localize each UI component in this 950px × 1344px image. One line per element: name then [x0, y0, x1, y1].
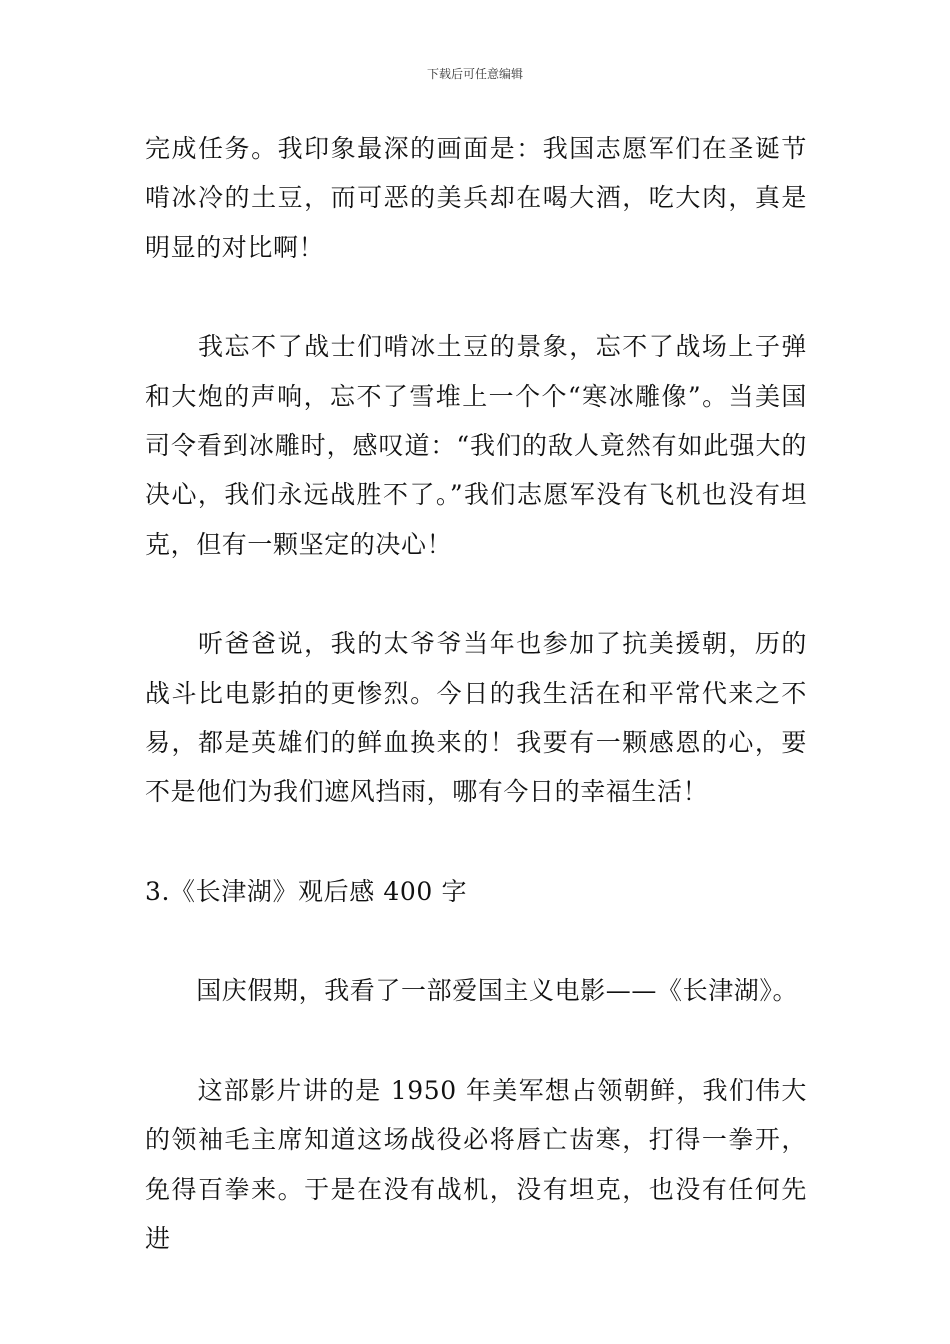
paragraph-spacer	[145, 916, 807, 966]
document-body	[145, 124, 807, 1263]
paragraph-2: 我忘不了战士们啃冰土豆的景象，忘不了战场上子弹和大炮的声响，忘不了雪堆上一个个“寒冰雕像”。当美国司令看到冰雕时，感叹道：“我们的敌人竟然有如此强大的决心，我们永远战胜不了。”我们志愿军没有飞机也没有坦克，但有一颗坚定的决心！	[145, 332, 807, 559]
paragraph-spacer	[145, 272, 807, 322]
paragraph-4: 国庆假期，我看了一部爱国主义电影——《长津湖》。	[145, 976, 799, 1006]
paragraph-3: 听爸爸说，我的太爷爷当年也参加了抗美援朝，历的战斗比电影拍的更惨烈。今日的我生活在和平常代来之不易，都是英雄们的鲜血换来的！我要有一颗感恩的心，要不是他们为我们遮风挡雨，哪有今日的幸福生活！	[145, 629, 807, 807]
page-header: 下载后可任意编辑	[426, 67, 523, 81]
paragraph-spacer	[145, 1016, 807, 1066]
paragraph-spacer	[145, 817, 807, 867]
paragraph-spacer	[145, 569, 807, 619]
paragraph-5: 这部影片讲的是 1950 年美军想占领朝鲜，我们伟大的领袖毛主席知道这场战役必将唇亡齿寒，打得一拳开，免得百拳来。于是在没有战机，没有坦克，也没有任何先进	[145, 1075, 807, 1253]
paragraph-1: 完成任务。我印象最深的画面是：我国志愿军们在圣诞节啃冰冷的土豆，而可恶的美兵却在喝大酒，吃大肉，真是明显的对比啊！	[145, 134, 807, 262]
section-heading: 3.《长津湖》观后感 400 字	[145, 876, 468, 906]
